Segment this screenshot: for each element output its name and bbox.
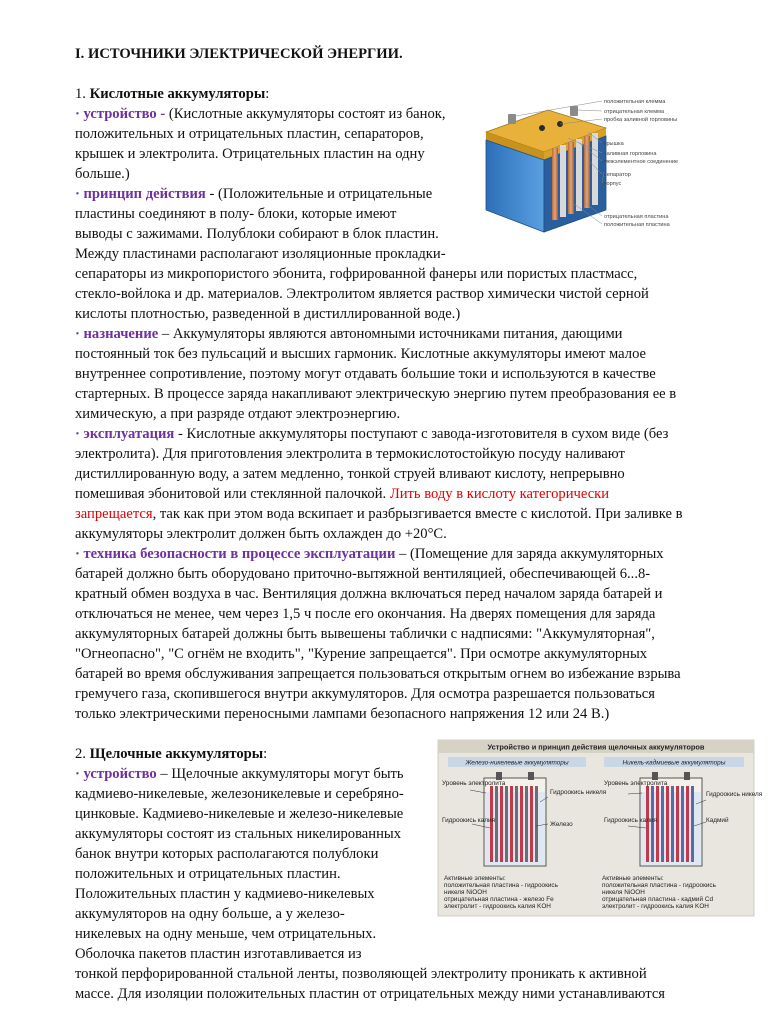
s1-line-rest: (Кислотные аккумуляторы состоят из банок, (165, 106, 446, 122)
s2-line (75, 764, 404, 784)
s2-line: аккумуляторы состоят из стальных никелированных (75, 826, 402, 842)
left-note: никеля NiOOH (444, 889, 487, 896)
s1-line: больше.) (75, 166, 130, 182)
bullet: · (75, 426, 84, 442)
s1-line-rest: – Аккумуляторы являются автономными источниками питания, дающими (158, 326, 623, 342)
left-title: Железо-никелевые аккумуляторы (465, 759, 569, 767)
s1-line: стартерных. В процессе заряда накапливают электрическую энергию путем преобразования ее в (75, 386, 677, 402)
section2-colon: : (263, 746, 268, 762)
right-note: отрицательная пластина - кадмий Cd (602, 896, 714, 903)
section2-heading (75, 744, 267, 764)
fig1-label: пробка заливной горловины (604, 117, 678, 123)
s1-line: кислоты плотностью, разведенной в дистиллированной воде.) (75, 306, 461, 322)
right-note: положительная пластина - гидроокись (602, 882, 716, 889)
s1-line (75, 104, 446, 124)
s1-line: только электрическими переносными лампами безопасного напряжения 12 или 24 В.) (75, 706, 610, 722)
left-label: Гидроокись никеля (550, 789, 607, 796)
s2-line: банок внутри которых располагаются полублоки (75, 846, 379, 862)
s2-line-rest: – Щелочные аккумуляторы могут быть (156, 766, 404, 782)
s2-line: тонкой перфорированной стальной ленты, позволяющей электролиту проникать к активной (75, 966, 647, 982)
bullet: · (75, 186, 84, 202)
s1-line: кратный обмен воздуха в час. Вентиляция должна включаться перед началом заряда батарей и (75, 586, 663, 602)
s2-line: массе. Для изоляции положительных пластин от отрицательных между ними устанавливаются (75, 986, 666, 1002)
s1-line: аккумуляторы электролит должен быть охлажден до +20°С. (75, 526, 447, 542)
s1-line-rest: – (Помещение для заряда аккумуляторных (395, 546, 664, 562)
keyword-ustroystvo: устройство - (83, 106, 166, 122)
s1-line: химическую, а при разряде отдают электроэнергию. (75, 406, 401, 422)
bullet: · (75, 546, 84, 562)
left-label: Гидроокись калия (442, 817, 495, 824)
right-note: никеля NiOOH (602, 889, 645, 896)
fig1-label: заливная горловина (604, 151, 657, 157)
s1-line: стекло-войлока и др. материалов. Электролитом является раствор химически чистой серной (75, 286, 649, 302)
warning-text: запрещается (75, 506, 153, 522)
s1-line: выводы с зажимами. Полублоки собирают в блок пластин. (75, 226, 439, 242)
section1-colon: : (265, 86, 270, 102)
fig1-label: корпус (604, 181, 622, 187)
s1-line: Между пластинами располагают изоляционные прокладки- (75, 246, 446, 262)
s1-line (75, 504, 683, 524)
keyword-ustroystvo-2: устройство (83, 766, 157, 782)
right-label: Гидроокись никеля (706, 791, 763, 798)
section2-title: Щелочные аккумуляторы (89, 746, 264, 762)
s2-line: кадмиево-никелевые, железоникелевые и серебряно- (75, 786, 404, 802)
right-note: Активные элементы: (602, 875, 664, 882)
right-label: Гидроокись калия (604, 817, 657, 824)
s1-line: крышек и электролита. Отрицательных пластин на одну (75, 146, 425, 162)
s1-line: дистиллированную воду, а затем медленно, тонкой струей вливают кислоту, непрерывно (75, 466, 625, 482)
s1-line (75, 544, 664, 564)
s1-line-text: помешивая эбонитовой или стеклянной палочкой. (75, 486, 390, 502)
lead-acid-battery-figure (478, 92, 700, 242)
fig1-label: крышка (604, 141, 624, 147)
fig1-label: сепаратор (604, 172, 631, 178)
filler-cap (539, 125, 545, 131)
s1-line: электролита). Для приготовления электролита в термокислотостойкую посуду наливают (75, 446, 625, 462)
s1-line: внутреннее сопротивление, поэтому могут отдавать большие токи и используются в качестве (75, 366, 656, 382)
s1-line: сепараторы из микропористого эбонита, гофрированной фанеры или пористых пластмасс, (75, 266, 638, 282)
s2-line: Положительных пластин у кадмиево-никелевых (75, 886, 375, 902)
left-note: положительная пластина - гидроокись (444, 882, 558, 889)
left-note: Активные элементы: (444, 875, 506, 882)
document-title: I. ИСТОЧНИКИ ЭЛЕКТРИЧЕСКОЙ ЭНЕРГИИ. (75, 46, 403, 62)
section1-title: Кислотные аккумуляторы (89, 86, 266, 102)
right-title: Никель-кадмиевые аккумуляторы (622, 759, 726, 767)
s1-line: "Огнеопасно", "С огнём не входить", "Курение запрещается". При осмотре аккумуляторных (75, 646, 648, 662)
fig1-label: положительная пластина (604, 222, 670, 228)
keyword-naznachenie: назначение (83, 326, 159, 342)
left-note: отрицательная пластина - железо Fe (444, 896, 554, 903)
fig1-label: отрицательная клемма (604, 109, 665, 115)
right-note: электролит - гидроокись калия KOH (602, 903, 709, 910)
s1-line (75, 484, 609, 504)
section1-heading (75, 84, 269, 104)
s2-line: Оболочка пакетов пластин изготавливается из (75, 946, 362, 962)
s1-line-rest: - Кислотные аккумуляторы поступают с завода-изготовителя в сухом виде (без (174, 426, 669, 442)
fig1-label: положительная клемма (604, 99, 666, 105)
s2-line: никелевых на одну меньше, чем отрицательных. (75, 926, 377, 942)
fig1-label: межэлементное соединение (604, 159, 679, 165)
s1-line-rest: - (Положительные и отрицательные (205, 186, 433, 202)
warning-text: Лить воду в кислоту категорически (389, 486, 610, 502)
s1-line: пластины соединяют в полу- блоки, которые имеют (75, 206, 397, 222)
positive-terminal (508, 114, 516, 124)
s1-line: постоянный ток без пульсаций и высших гармоник. Кислотные аккумуляторы имеют малое (75, 346, 647, 362)
s1-line-rest: , так как при этом вода вскипает и разбрызгивается вместе с кислотой. При заливке в (152, 506, 683, 522)
keyword-ekspluataciya: эксплуатация (83, 426, 175, 442)
s1-line (75, 324, 623, 344)
bullet: · (75, 326, 84, 342)
s1-line: аккумуляторных батарей должны быть вывешены таблички с надписями: "Аккумуляторная", (75, 626, 655, 642)
section1-number: 1. (75, 86, 86, 102)
s1-line (75, 184, 432, 204)
keyword-tehnika: техника безопасности в процессе эксплуатации (83, 546, 396, 562)
left-note: электролит - гидроокись калия KOH (444, 903, 551, 910)
s1-line: батарей должно быть оборудовано приточно-вытяжной вентиляцией, обеспечивающей 6...8- (75, 566, 651, 582)
section2-number: 2. (75, 746, 86, 762)
fig1-label: отрицательная пластина (604, 214, 669, 220)
keyword-princip: принцип действия (83, 186, 206, 202)
left-label: Уровень электролита (442, 780, 506, 787)
negative-terminal (570, 106, 578, 116)
alkaline-accumulators-figure (438, 740, 763, 916)
s1-line (75, 424, 668, 444)
s1-line: отключаться не менее, чем через 1,5 ч после его окончания. На дверях помещения для заряда (75, 606, 656, 622)
left-label: Железо (550, 821, 573, 828)
bullet: · (75, 766, 84, 782)
s2-line: аккумуляторов на одну больше, а у железо- (75, 906, 345, 922)
s2-line: положительных и отрицательных пластин. (75, 866, 341, 882)
right-label: Кадмий (706, 817, 729, 824)
s1-line: положительных и отрицательных пластин, сепараторов, (75, 126, 424, 142)
s1-line: гремучего газа, скопившегося внутри аккумуляторов. Для осмотра разрешается пользоваться (75, 686, 655, 702)
s2-line: цинковые. Кадмиево-никелевые и железо-никелевые (75, 806, 404, 822)
figure-title: Устройство и принцип действия щелочных аккумуляторов (487, 742, 705, 752)
bullet: · (75, 106, 84, 122)
s1-line: батарей во время обслуживания запрещается пользоваться открытым огнем во избежание взрыва (75, 666, 681, 682)
right-label: Уровень электролита (604, 780, 668, 787)
